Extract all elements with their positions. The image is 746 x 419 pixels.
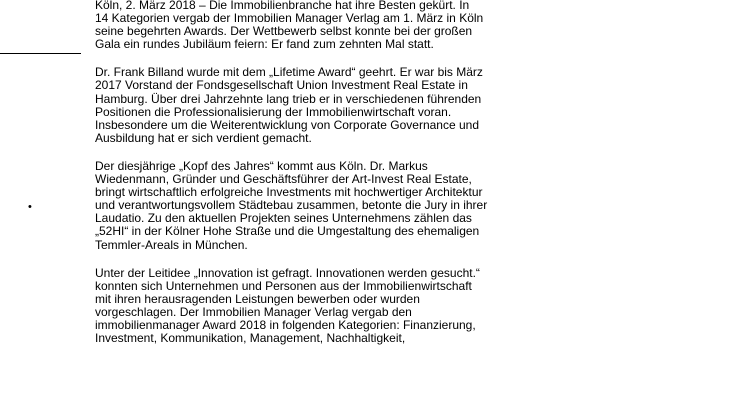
paragraph-lifetime-award xyxy=(95,66,555,145)
text-line: Insbesondere um die Weiterentwicklung von Corporate Governance und xyxy=(95,117,479,132)
text-line: Unter der Leitidee „Innovation ist gefragt. Innovationen werden gesucht.“ xyxy=(95,265,480,280)
text-line: „52HI“ in der Kölner Hohe Straße und die Umgestaltung des ehemaligen xyxy=(95,224,480,239)
paragraph-categories xyxy=(95,267,555,346)
text-line: 14 Kategorien vergab der Immobilien Manager Verlag am 1. März in Köln xyxy=(95,11,484,26)
text-line: vorgeschlagen. Der Immobilien Manager Verlag vergab den xyxy=(95,304,412,319)
list-bullet: • xyxy=(28,201,32,213)
text-line: immobilienmanager Award 2018 in folgenden Kategorien: Finanzierung, xyxy=(95,317,476,332)
text-line: und verantwortungsvollem Städtebau zusammen, betonte die Jury in ihrer xyxy=(95,198,488,213)
paragraph-kopf-des-jahres xyxy=(95,160,555,252)
text-line: Temmler-Areals in München. xyxy=(95,237,248,252)
text-line: Der diesjährige „Kopf des Jahres“ kommt aus Köln. Dr. Markus xyxy=(95,158,428,173)
text-line: Wiedenmann, Gründer und Geschäftsführer der Art-Invest Real Estate, xyxy=(95,172,472,187)
text-line: konnten sich Unternehmen und Personen aus der Immobilienwirtschaft xyxy=(95,278,472,293)
text-line: bringt wirtschaftlich erfolgreiche Investments mit hochwertiger Architektur xyxy=(95,185,483,200)
text-line: seine begehrten Awards. Der Wettbewerb selbst konnte bei der großen xyxy=(95,24,473,39)
text-line: 2017 Vorstand der Fondsgesellschaft Union Investment Real Estate in xyxy=(95,78,468,93)
text-line: Positionen die Professionalisierung der Immobilienwirtschaft voran. xyxy=(95,104,452,119)
text-line: Hamburg. Über drei Jahrzehnte lang trieb er in verschiedenen führenden xyxy=(95,91,482,106)
paragraph-intro xyxy=(95,0,555,51)
article-body xyxy=(95,0,555,360)
text-line: Dr. Frank Billand wurde mit dem „Lifetime Award“ geehrt. Er war bis März xyxy=(95,65,483,80)
text-line: Gala ein rundes Jubiläum feiern: Er fand zum zehnten Mal statt. xyxy=(95,37,434,52)
text-line: Laudatio. Zu den aktuellen Projekten seines Unternehmens zählen das xyxy=(95,211,472,226)
text-line: Investment, Kommunikation, Management, Nachhaltigkeit, xyxy=(95,331,406,346)
text-line: Ausbildung hat er sich verdient gemacht. xyxy=(95,130,312,145)
text-line: Köln, 2. März 2018 – Die Immobilienbranche hat ihre Besten gekürt. In xyxy=(95,0,470,12)
text-line: mit ihren herausragenden Leistungen bewerben oder wurden xyxy=(95,291,420,306)
left-margin-rule xyxy=(0,53,81,54)
